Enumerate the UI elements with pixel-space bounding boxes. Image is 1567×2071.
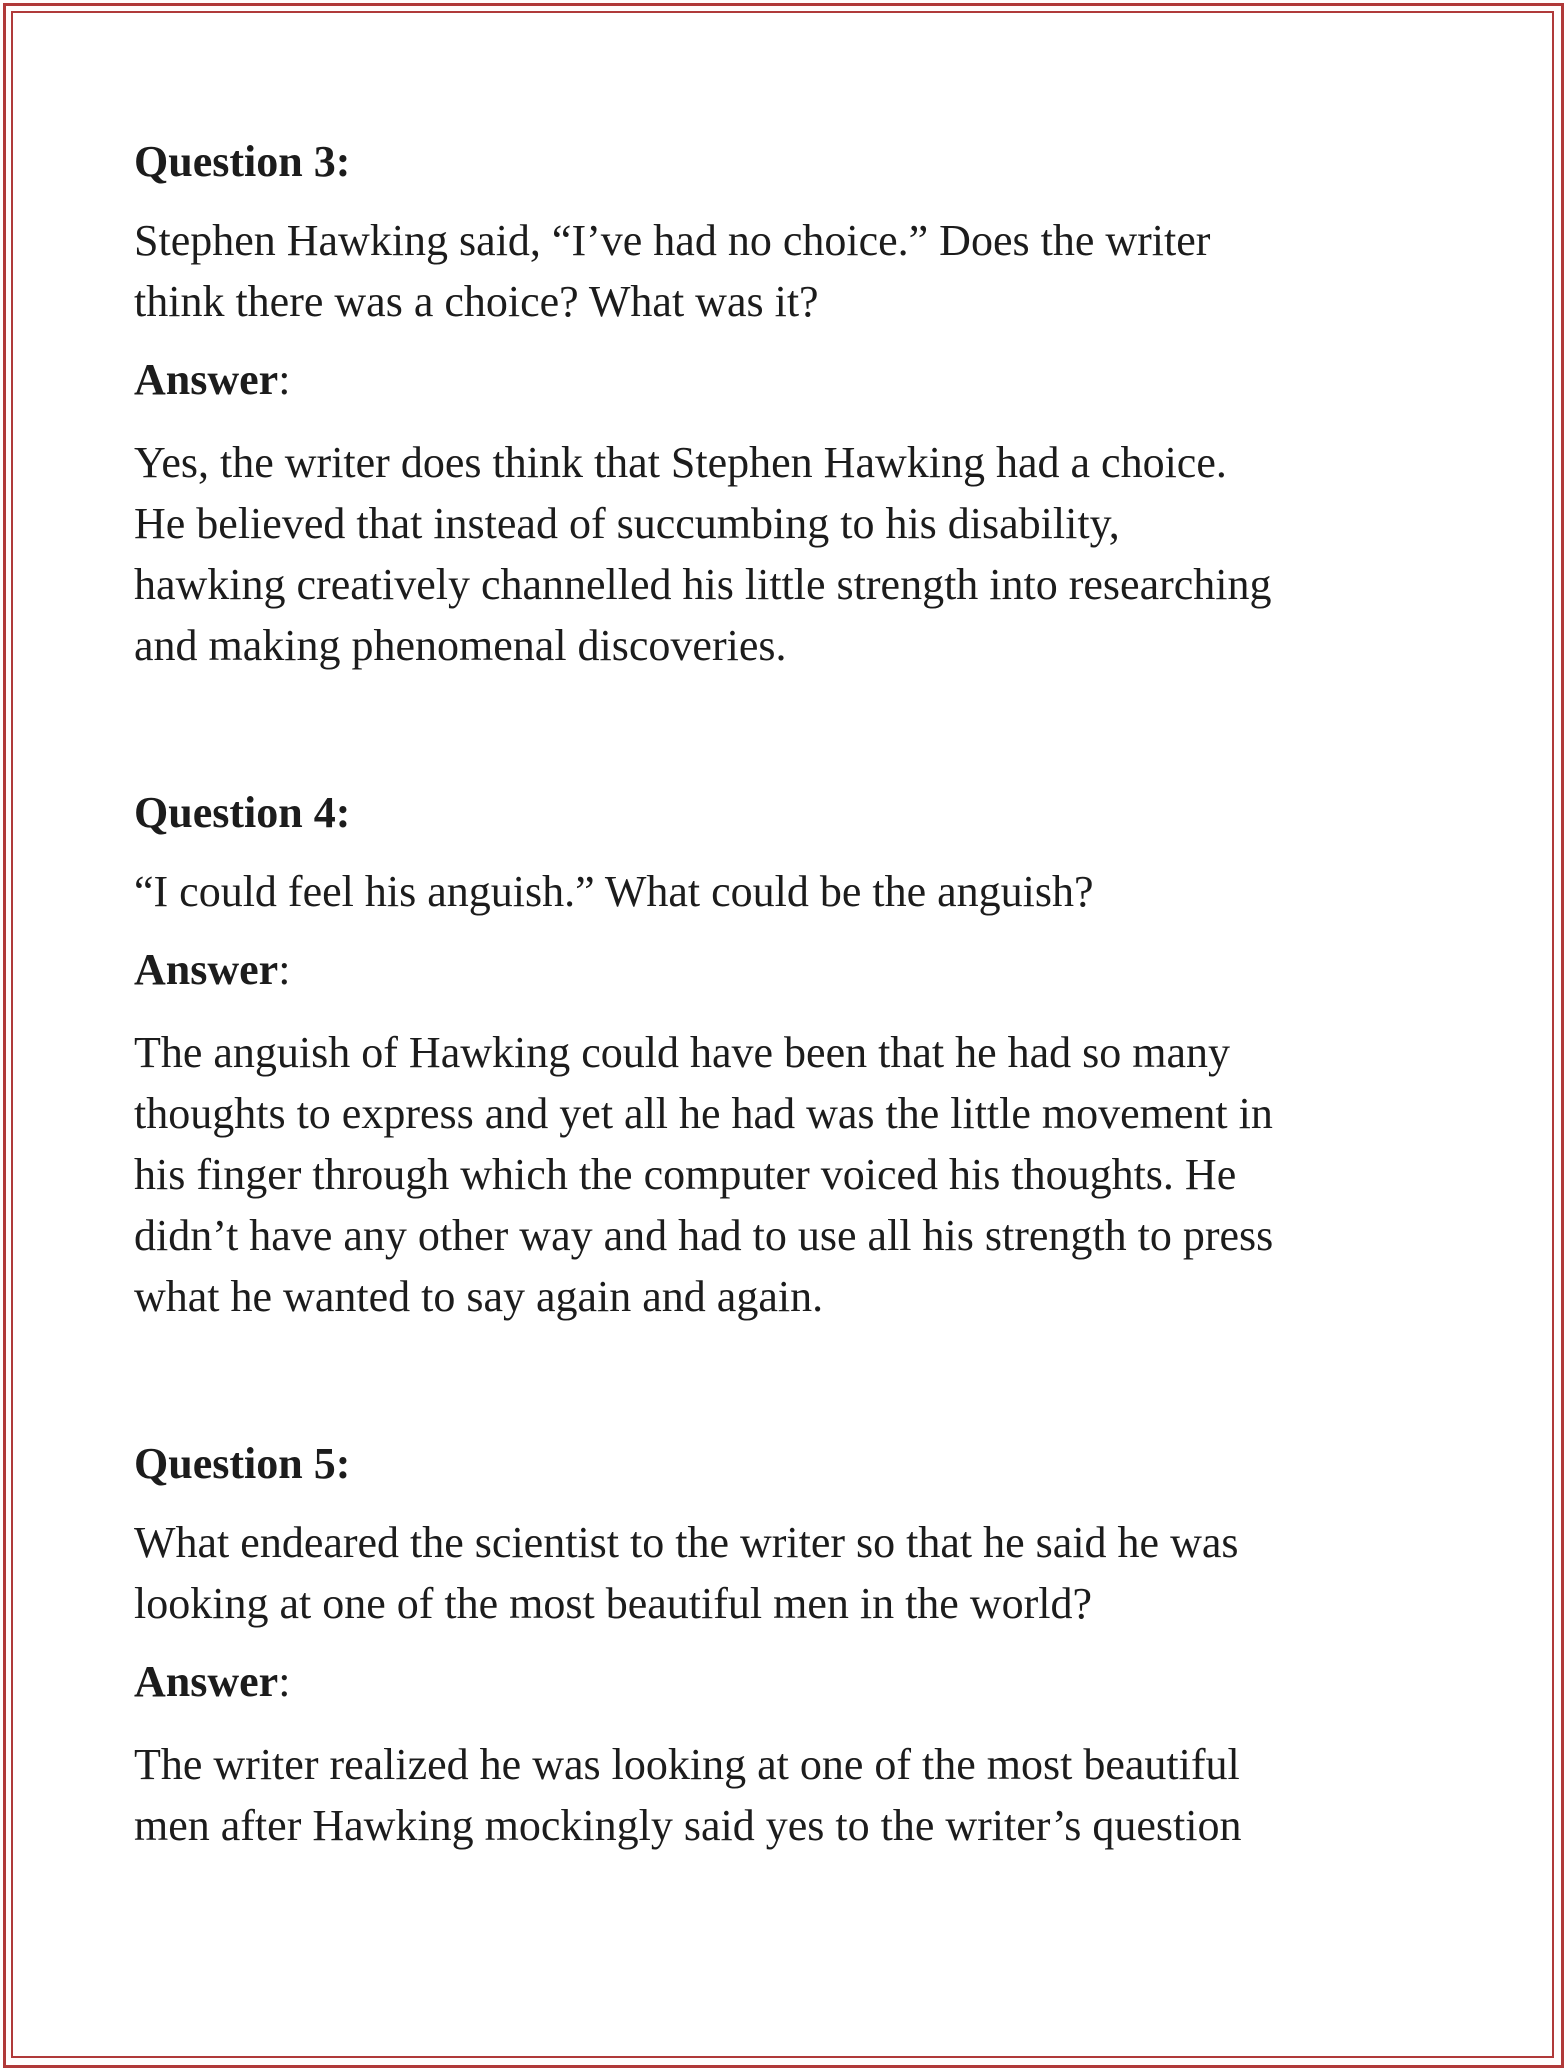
qa-block-5 xyxy=(134,1434,1454,1856)
question-heading: Question 4: xyxy=(134,788,351,837)
answer-label: Answer xyxy=(134,1657,279,1706)
answer-line: He believed that instead of succumbing to his disability, xyxy=(134,499,1120,548)
answer-label: Answer xyxy=(134,355,279,404)
answer-label: Answer xyxy=(134,945,279,994)
qa-block-4 xyxy=(134,783,1454,1327)
answer-line: didn’t have any other way and had to use all his strength to press xyxy=(134,1211,1274,1260)
answer-colon: : xyxy=(278,355,291,404)
question-line: What endeared the scientist to the writer so that he said he was xyxy=(134,1518,1239,1567)
question-line: looking at one of the most beautiful men in the world? xyxy=(134,1579,1093,1628)
question-heading: Question 3: xyxy=(134,137,351,186)
answer-line: what he wanted to say again and again. xyxy=(134,1272,824,1321)
question-line: think there was a choice? What was it? xyxy=(134,277,819,326)
section-spacer xyxy=(134,676,1454,783)
answer-line: and making phenomenal discoveries. xyxy=(134,621,787,670)
answer-text xyxy=(134,1734,1454,1856)
answer-line: men after Hawking mockingly said yes to the writer’s question xyxy=(134,1801,1242,1850)
question-line: Stephen Hawking said, “I’ve had no choice.” Does the writer xyxy=(134,216,1211,265)
answer-line: The writer realized he was looking at one of the most beautiful xyxy=(134,1740,1240,1789)
section-spacer xyxy=(134,1327,1454,1434)
answer-heading xyxy=(134,350,1454,410)
qa-block-3 xyxy=(134,132,1454,676)
answer-heading xyxy=(134,940,1454,1000)
answer-text xyxy=(134,432,1454,676)
answer-colon: : xyxy=(278,1657,291,1706)
document-body xyxy=(134,132,1454,1856)
answer-text xyxy=(134,1022,1454,1327)
answer-line: The anguish of Hawking could have been that he had so many xyxy=(134,1028,1231,1077)
answer-line: his finger through which the computer voiced his thoughts. He xyxy=(134,1150,1237,1199)
question-text xyxy=(134,861,1454,922)
question-text xyxy=(134,1512,1454,1634)
question-heading: Question 5: xyxy=(134,1439,351,1488)
answer-heading xyxy=(134,1652,1454,1712)
answer-line: hawking creatively channelled his little strength into researching xyxy=(134,560,1272,609)
answer-line: thoughts to express and yet all he had was the little movement in xyxy=(134,1089,1273,1138)
question-text xyxy=(134,210,1454,332)
question-line: “I could feel his anguish.” What could be the anguish? xyxy=(134,867,1094,916)
answer-colon: : xyxy=(278,945,291,994)
answer-line: Yes, the writer does think that Stephen Hawking had a choice. xyxy=(134,438,1227,487)
